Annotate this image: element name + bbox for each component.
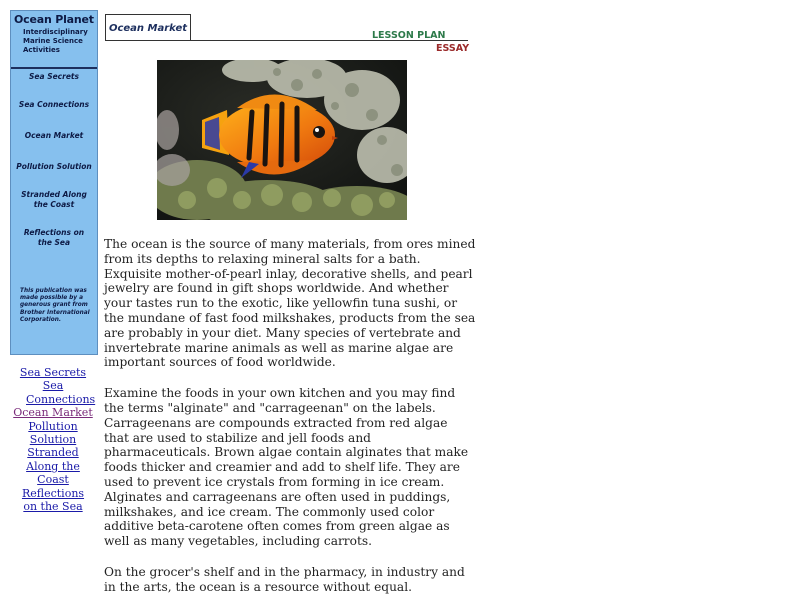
panel-link-sea-secrets[interactable]: Sea Secrets [29,72,79,81]
panel-link-reflections[interactable]: Reflections on the Sea [23,228,85,247]
nav-link-reflections[interactable]: Reflections on the Sea [21,486,85,514]
section-tab: Ocean Market [105,14,191,41]
brand-block [11,11,97,69]
article-paragraph: Examine the foods in your own kitchen and you may find the terms "alginate" and "carrageenan" on the labels. Carrageenans are compounds extracted from red algae that are used to stabilize and jell foods and pharmaceuticals. Brown algae contain alginates that make foods thicker and creamier and add to shelf life. They are used to prevent ice crystals from forming in ice cream. Alginates and carrageenans are often used in puddings, milkshakes, and ice cream. The commonly used color additive beta-carotene often comes from green algae as well as many vegetables, including carrots. [104,386,469,549]
panel-link-stranded[interactable]: Stranded Along the Coast [21,190,87,209]
lesson-plan-link[interactable]: LESSON PLAN [372,30,446,41]
brand-subtitle: Interdisciplinary Marine Science Activities [23,28,88,54]
nav-link-pollution-solution[interactable]: Pollution Solution [28,419,78,447]
article-body [104,237,476,611]
nav-link-ocean-market[interactable]: Ocean Market [13,406,93,420]
sidebar-panel [10,10,98,355]
nav-link-sea-connections[interactable]: Sea Connections [26,379,96,406]
angelfish-photo [157,60,407,220]
article-paragraph: On the grocer's shelf and in the pharmacy, in industry and in the arts, the ocean is a resource without equal. [104,564,465,594]
grant-credit: This publication was made possible by a generous grant from Brother International Corporation. [20,288,90,323]
panel-link-ocean-market[interactable]: Ocean Market [24,131,84,140]
nav-link-sea-secrets[interactable]: Sea Secrets [19,366,87,379]
nav-link-stranded[interactable]: Stranded Along the Coast [26,446,80,487]
essay-link[interactable]: ESSAY [436,43,470,54]
panel-link-sea-connections[interactable]: Sea Connections [18,100,90,109]
text-nav [10,366,96,513]
panel-link-pollution-solution[interactable]: Pollution Solution [16,162,92,171]
article-paragraph: The ocean is the source of many materials, from ores mined from its depths to relaxing mineral salts for a bath. Exquisite mother-of-pearl inlay, decorative shells, and pearl jewelry are found in gift shops worldwide. And whether your tastes run to the exotic, like yellowfin tuna sushi, or the mundane of fast food milkshakes, products from the sea are probably in your diet. Many species of vertebrate and invertebrate marine animals as well as marine algae are important sources of food worldwide. [104,237,476,370]
brand-title: Ocean Planet [14,13,94,26]
